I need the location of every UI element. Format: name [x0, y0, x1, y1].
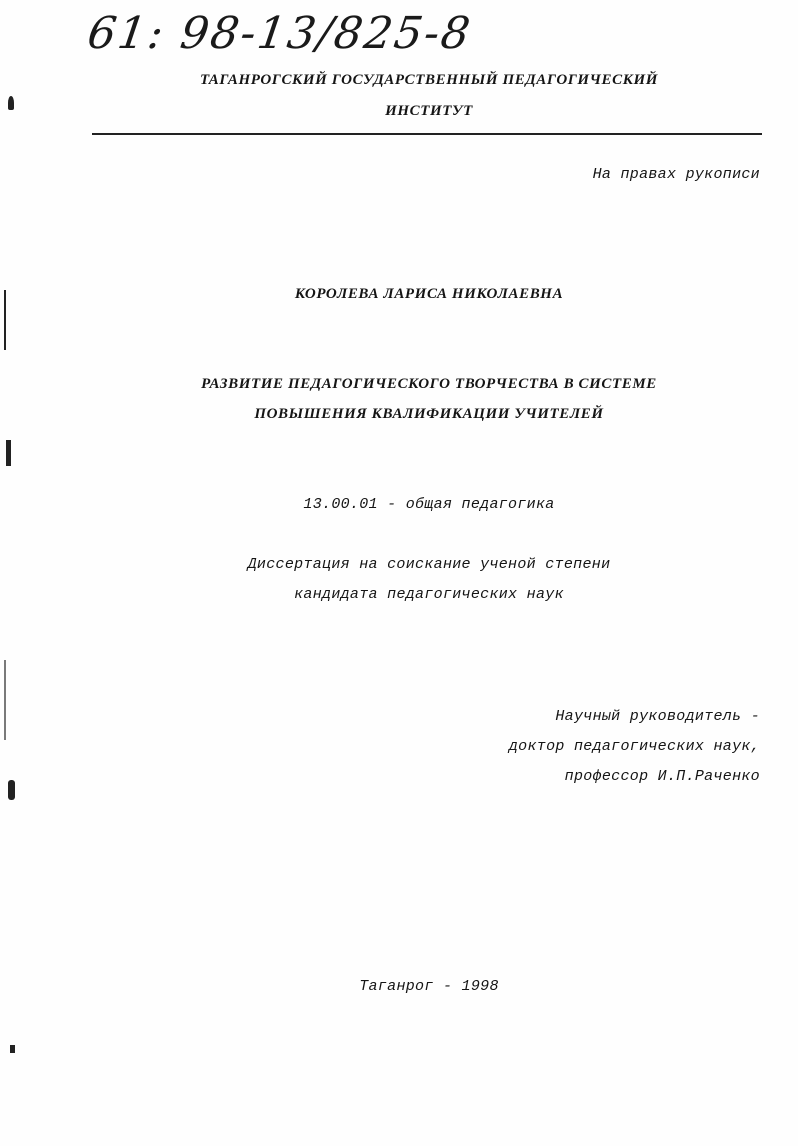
dissertation-title-line-1: РАЗВИТИЕ ПЕДАГОГИЧЕСКОГО ТВОРЧЕСТВА В СИСТЕМЕ: [201, 376, 657, 392]
header-rule: [92, 133, 762, 135]
supervisor-line-1: Научный руководитель -: [555, 708, 760, 725]
degree-line-2: кандидата педагогических наук: [294, 586, 564, 603]
place-year: Таганрог - 1998: [359, 978, 499, 995]
handwritten-catalog-number: 61: 98-13/825-8: [84, 8, 475, 59]
scan-edge-line: [4, 660, 6, 740]
scan-mark-middle: [6, 440, 11, 466]
degree-line-1: Диссертация на соискание ученой степени: [247, 556, 611, 573]
supervisor-line-3: профессор И.П.Раченко: [564, 768, 760, 785]
scan-mark-top: [8, 96, 14, 110]
institution-line-2: ИНСТИТУТ: [385, 103, 473, 119]
manuscript-note: На правах рукописи: [592, 166, 760, 183]
institution-line-1: ТАГАНРОГСКИЙ ГОСУДАРСТВЕННЫЙ ПЕДАГОГИЧЕСКИЙ: [199, 72, 659, 88]
dissertation-title-line-2: ПОВЫШЕНИЯ КВАЛИФИКАЦИИ УЧИТЕЛЕЙ: [254, 406, 604, 422]
supervisor-line-2: доктор педагогических наук,: [508, 738, 760, 755]
scan-mark-lower: [8, 780, 15, 800]
specialty-code: 13.00.01 - общая педагогика: [303, 496, 555, 513]
author-name: КОРОЛЕВА ЛАРИСА НИКОЛАЕВНА: [294, 286, 564, 302]
scan-mark-bottom: [10, 1045, 15, 1053]
scan-edge-line: [4, 290, 6, 350]
